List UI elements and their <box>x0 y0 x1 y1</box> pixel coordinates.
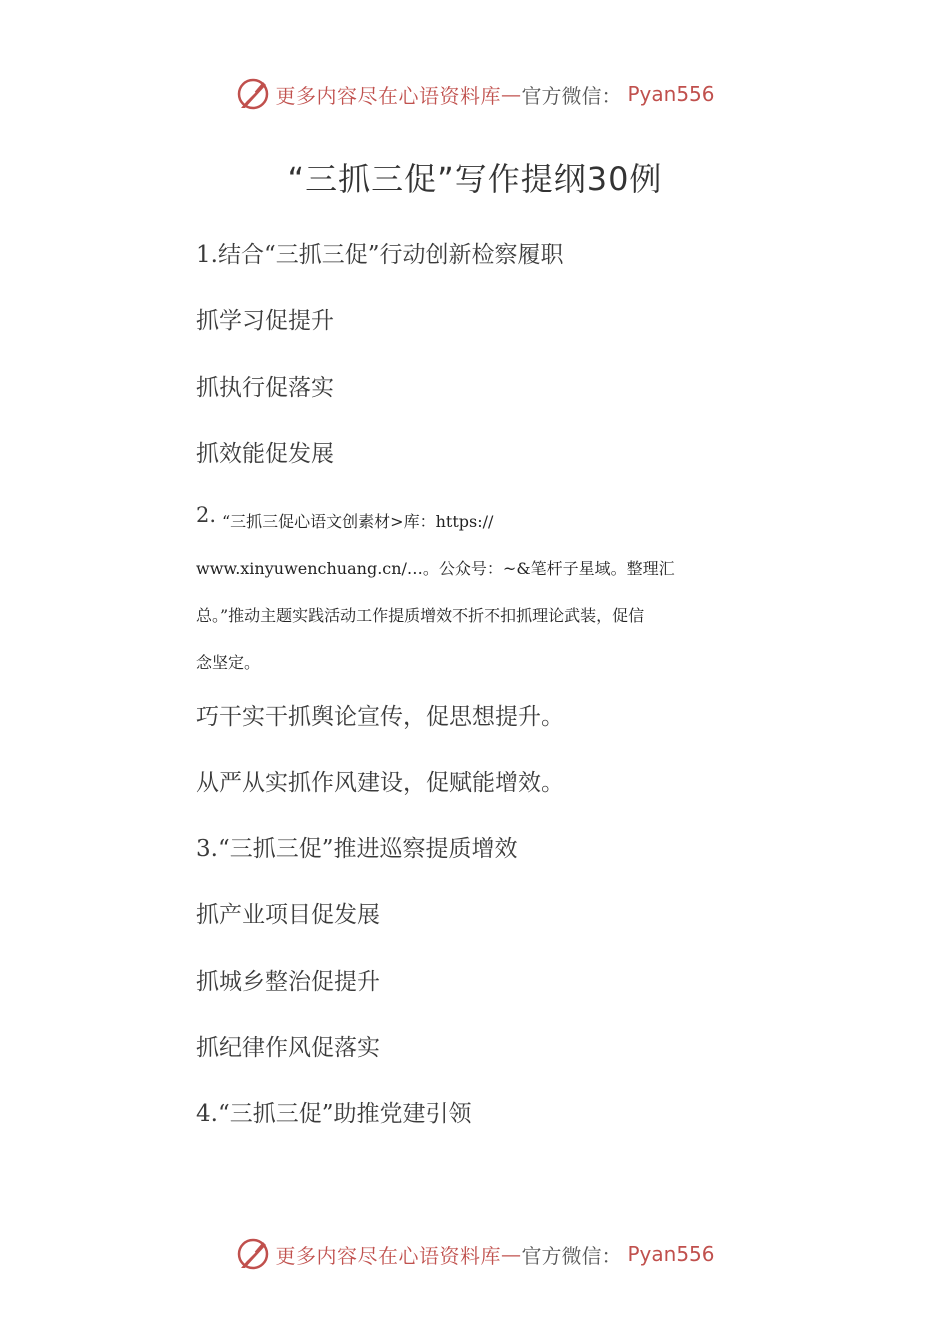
paragraph-line: 念坚定。 <box>196 653 261 672</box>
banner-dash: — <box>500 82 522 106</box>
banner-wechat-id: Pyan556 <box>627 1242 715 1266</box>
list-item: 从严从实抓作风建设，促赋能增效。 <box>196 770 564 796</box>
banner-label: 官方微信： <box>521 1243 622 1268</box>
banner-wechat-id: Pyan556 <box>627 82 715 106</box>
header-banner <box>0 71 950 117</box>
list-item: 抓执行促落实 <box>196 375 334 401</box>
banner-text: 更多内容尽在心语资料库 <box>275 83 501 108</box>
list-item: 抓纪律作风促落实 <box>196 1035 380 1061</box>
banner-label: 官方微信： <box>521 83 622 108</box>
list-item: 抓产业项目促发展 <box>196 902 380 928</box>
paragraph-line: www.xinyuwenchuang.cn/…。公众号：~&笔杆子星域。整理汇 <box>196 559 675 578</box>
paragraph-line: 总。”推动主题实践活动工作提质增效不折不扣抓理论武装，促信 <box>196 606 645 625</box>
section-heading: 3.“三抓三促”推进巡察提质增效 <box>196 836 518 862</box>
banner-text: 更多内容尽在心语资料库 <box>275 1243 501 1268</box>
list-item: 抓学习促提升 <box>196 308 334 334</box>
list-item: 抓城乡整治促提升 <box>196 969 380 995</box>
paragraph-line: “三抓三促心语文创素材>库：https:// <box>222 512 494 531</box>
list-item: 巧干实干抓舆论宣传，促思想提升。 <box>196 704 564 730</box>
section-number: 2. <box>196 503 217 527</box>
quill-pen-logo-icon <box>235 1236 271 1272</box>
section-heading: 4.“三抓三促”助推党建引领 <box>196 1101 472 1127</box>
banner-dash: — <box>500 1242 522 1266</box>
section-heading: 1.结合“三抓三促”行动创新检察履职 <box>196 242 564 268</box>
quill-pen-logo-icon <box>235 76 271 112</box>
list-item: 抓效能促发展 <box>196 441 334 467</box>
footer-banner <box>0 1231 950 1277</box>
document-title: “三抓三促”写作提纲30例 <box>287 160 663 198</box>
